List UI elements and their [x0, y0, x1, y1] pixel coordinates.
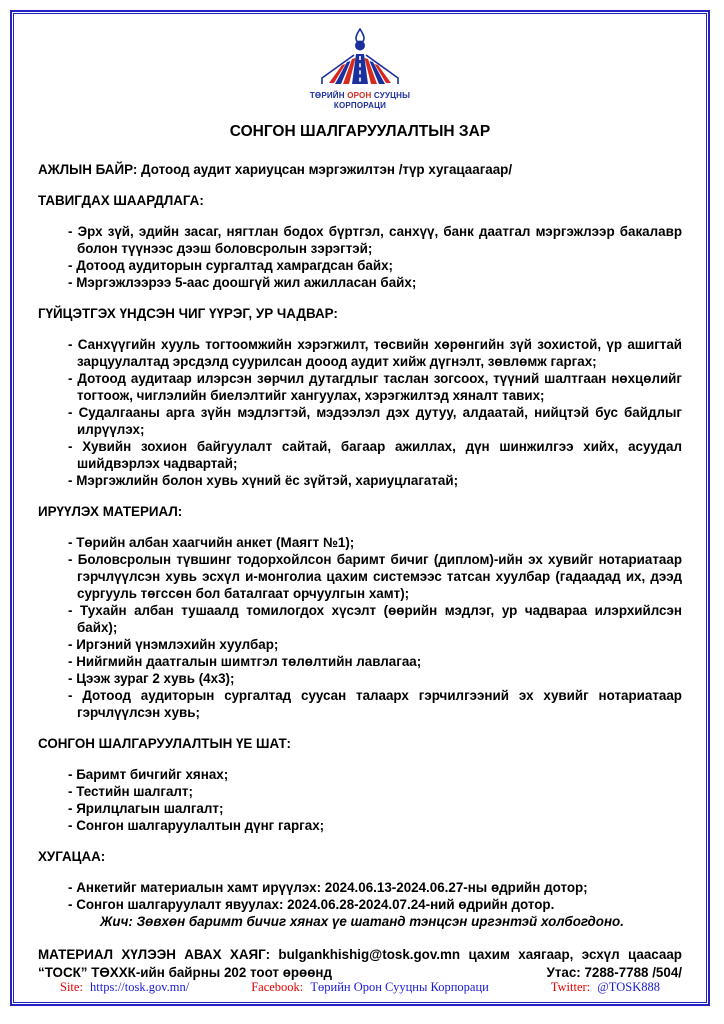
timeline-note: Жич: Зөвхөн баримт бичиг хянах үе шатанд тэнцсэн иргэнтэй холбогдоно.: [100, 914, 624, 929]
address-line1: [38, 946, 682, 964]
twitter-handle[interactable]: @TOSK888: [597, 980, 660, 994]
footer-twitter: [551, 980, 660, 995]
bullet-item: - Ярилцлагын шалгалт;: [68, 800, 682, 817]
bullet-item: - Нийгмийн даатгалын шимтгэл төлөлтийн лавлагаа;: [68, 653, 682, 670]
bullet-item: - Төрийн албан хаагчийн анкет (Маягт №1);: [68, 534, 682, 551]
bullet-item: - Тухайн албан тушаалд томилогдох хүсэлт (өөрийн мэдлэг, ур чадвараа илэрхийлсэн байх);: [68, 602, 682, 636]
bullet-item: - Хувийн зохион байгуулалт сайтай, багаар ажиллах, дүн шинжилгээ хийх, асуудал шийдвэрлэх чадвартай;: [68, 438, 682, 472]
page-title: СОНГОН ШАЛГАРУУЛАЛТЫН ЗАР: [229, 123, 491, 140]
email-address[interactable]: bulgankhishig@tosk.gov.mn: [278, 947, 461, 962]
bullet-item: - Цээж зураг 2 хувь (4x3);: [68, 670, 682, 687]
bullet-item: - Эрх зүй, эдийн засаг, нягтлан бодох бүртгэл, санхүү, банк даатгал мэргэжлээр бакалавр болон түүнээс дээш боловсролын зэрэгтэй;: [68, 223, 682, 257]
organization-logo: [38, 28, 682, 111]
submission-address: [38, 946, 682, 982]
section-heading-timeline: ХУГАЦАА:: [38, 849, 106, 864]
duties-list: [38, 336, 682, 489]
section-heading-duties: ГҮЙЦЭТГЭХ ҮНДСЭН ЧИГ ҮҮРЭГ, УР ЧАДВАР:: [38, 306, 338, 321]
job-position-line: [38, 161, 682, 178]
materials-list: [38, 534, 682, 721]
footer: [14, 980, 706, 995]
bullet-item: - Боловсролын түвшинг тодорхойлсон баримт бичиг (диплом)-ийн эх хувийг нотариатаар гэрчлүүлсэн хувь эсхүл и-монголиа цахим системээс татсан хуулбар (гадаадад их, дээд сургууль төгссөн бол баталгаат орчуулгын хамт);: [68, 551, 682, 602]
site-url[interactable]: https://tosk.gov.mn/: [90, 980, 190, 994]
job-label: АЖЛЫН БАЙР:: [38, 162, 138, 177]
twitter-label: Twitter:: [550, 980, 591, 994]
address-after-email: цахим хаягаар, эсхүл цаасаар: [468, 947, 682, 962]
section-heading-materials: ИРҮҮЛЭХ МАТЕРИАЛ:: [38, 504, 183, 519]
timeline-list: [38, 879, 682, 913]
bullet-item: - Мэргэжлээрээ 5-аас доошгүй жил ажилласан байх;: [68, 274, 682, 291]
bullet-item: - Баримт бичгийг хянах;: [68, 766, 682, 783]
requirements-list: [38, 223, 682, 291]
bullet-item: - Судалгааны арга зүйн мэдлэгтэй, мэдээлэл дэх дутуу, алдаатай, нийцтэй бус байдлыг илрүүлэх;: [68, 404, 682, 438]
bullet-item: - Иргэний үнэмлэхийн хуулбар;: [68, 636, 682, 653]
bullet-item: - Сонгон шалгаруулалт явуулах: 2024.06.28-2024.07.24-ний өдрийн дотор.: [68, 896, 682, 913]
facebook-page[interactable]: Төрийн Орон Сууцны Корпораци: [310, 980, 489, 994]
logo-org-name-line2: КОРПОРАЦИ: [333, 101, 387, 110]
bullet-item: - Тестийн шалгалт;: [68, 783, 682, 800]
section-heading-stages: СОНГОН ШАЛГАРУУЛАЛТЫН ҮЕ ШАТ:: [38, 736, 291, 751]
job-value: Дотоод аудит хариуцсан мэргэжилтэн /түр хугацаагаар/: [141, 162, 513, 177]
sun-circle-icon: [355, 41, 365, 51]
phone-number: Утас: 7288-7788 /504/: [546, 965, 682, 980]
office-room: “ТОСК” ТӨХХК-ийн байрны 202 тоот өрөөнд: [38, 965, 333, 980]
logo-org-name-line1: ТӨРИЙН ОРОН СУУЦНЫ: [309, 91, 411, 100]
ger-logo-icon: [312, 28, 408, 86]
bullet-item: - Анкетийг материалын хамт ирүүлэх: 2024.06.13-2024.06.27-ны өдрийн дотор;: [68, 879, 682, 896]
facebook-label: Facebook:: [251, 980, 304, 994]
announcement-page: [10, 10, 710, 1006]
bullet-item: - Дотоод аудиторын сургалтад суусан талаарх гэрчилгээний эх хувийг нотариатаар гэрчлүүлсэн хувь;: [68, 687, 682, 721]
site-label: Site:: [60, 980, 83, 994]
bullet-item: - Мэргэжлийн болон хувь хүний ёс зүйтэй, хариуцлагатай;: [68, 472, 682, 489]
section-heading-requirements: ТАВИГДАХ ШААРДЛАГА:: [38, 193, 204, 208]
address-label: МАТЕРИАЛ ХҮЛЭЭН АВАХ ХАЯГ:: [38, 947, 271, 962]
bullet-item: - Санхүүгийн хууль тогтоомжийн хэрэгжилт, төсвийн хөрөнгийн зүй зохистой, үр ашигтай зарцуулалтад эрсдэлд суурилсан дооод аудит хийж дүгнэлт, зөвлөмж гаргах;: [68, 336, 682, 370]
footer-site: [60, 980, 189, 995]
bullet-item: - Дотоод аудитаар илэрсэн зөрчил дутагдлыг таслан зогсоох, түүний шалтгаан нөхцөлийг тогтоож, чиглэлийн биелэлтийг хангуулах, хэрэгжилтэд хяналт тавих;: [68, 370, 682, 404]
bullet-item: - Сонгон шалгаруулалтын дүнг гаргах;: [68, 817, 682, 834]
stages-list: [38, 766, 682, 834]
footer-facebook: [251, 980, 489, 995]
bullet-item: - Дотоод аудиторын сургалтад хамрагдсан байх;: [68, 257, 682, 274]
